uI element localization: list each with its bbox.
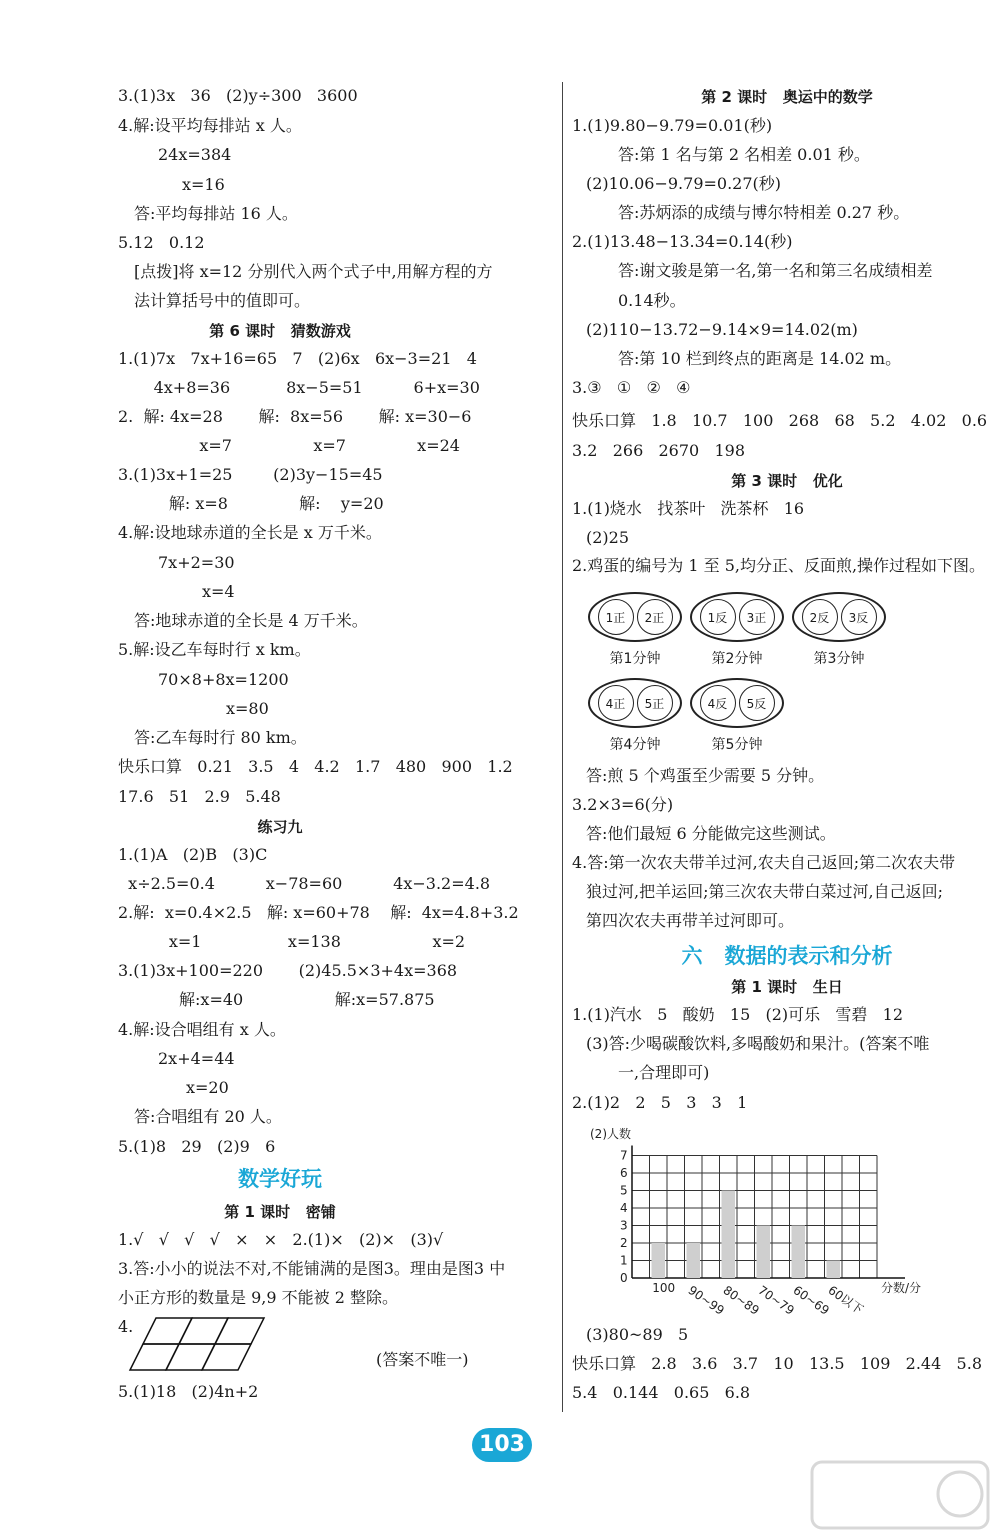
answer-line: 1.(1)汽水 5 酸奶 15 (2)可乐 雪碧 12 xyxy=(572,1005,904,1024)
answer-line: 法计算括号中的值即可。 xyxy=(134,291,311,310)
tessellation-figure xyxy=(126,1316,266,1374)
section-title: 六 数据的表示和分析 xyxy=(681,944,893,968)
answer-line: 4. xyxy=(118,1317,134,1336)
egg-caption: 第2分钟 xyxy=(711,651,763,667)
answer-line: 5.12 0.12 xyxy=(118,233,205,252)
answer-line: 答:地球赤道的全长是 4 万千米。 xyxy=(134,611,368,630)
column-divider xyxy=(562,82,563,1412)
answer-line: x=16 xyxy=(182,175,225,194)
answer-line: 5.(1)18 (2)4n+2 xyxy=(118,1382,259,1401)
watermark-logo xyxy=(810,1460,990,1530)
answer-line: x=4 xyxy=(202,582,235,601)
x-tick-label: 60以下 xyxy=(825,1282,866,1317)
egg-circle: 5反 xyxy=(739,685,775,721)
answer-line: 5.4 0.144 0.65 6.8 xyxy=(572,1383,751,1402)
answer-line: x=7 x=7 x=24 xyxy=(118,436,460,455)
egg-pan-step xyxy=(690,592,784,668)
answer-line: 4.答:第一次农夫带羊过河,农夫自己返回;第二次农夫带 xyxy=(572,853,956,872)
answer-line: (2)25 xyxy=(586,528,630,547)
answer-line: 5.(1)8 29 (2)9 6 xyxy=(118,1137,276,1156)
egg-circle: 2反 xyxy=(802,599,838,635)
answer-line: 7x+2=30 xyxy=(158,553,235,572)
answer-line: 1.(1)7x 7x+16=65 7 (2)6x 6x−3=21 4 xyxy=(118,349,477,368)
y-tick-label: 7 xyxy=(620,1148,628,1163)
x-tick-label: 70~79 xyxy=(755,1282,797,1318)
lesson-heading: 第 1 课时 生日 xyxy=(731,978,843,996)
lesson-heading: 第 2 课时 奥运中的数学 xyxy=(701,88,873,106)
answer-line: 5.解:设乙车每时行 x km。 xyxy=(118,640,311,659)
lesson-heading: 第 3 课时 优化 xyxy=(731,472,843,490)
answer-line: 1.√ √ √ √ × × 2.(1)× (2)× (3)√ xyxy=(118,1230,444,1249)
answer-line: 1.(1)烧水 找茶叶 洗茶杯 16 xyxy=(572,499,805,518)
answer-line: 4.解:设合唱组有 x 人。 xyxy=(118,1020,286,1039)
egg-circle: 4正 xyxy=(598,685,634,721)
answer-line: 答:合唱组有 20 人。 xyxy=(134,1107,282,1126)
answer-line: 快乐口算 2.8 3.6 3.7 10 13.5 109 2.44 5.8 xyxy=(572,1354,982,1373)
x-axis-label: 分数/分 xyxy=(881,1281,922,1295)
y-axis-label: (2)人数 xyxy=(590,1127,631,1141)
answer-line: 第四次农夫再带羊过河即可。 xyxy=(586,911,795,930)
egg-circle: 2正 xyxy=(637,599,673,635)
answer-line: 解:x=40 解:x=57.875 xyxy=(118,990,435,1009)
x-tick-label: 80~89 xyxy=(720,1282,762,1318)
y-tick-label: 5 xyxy=(620,1183,628,1198)
pan-oval xyxy=(690,592,784,642)
answer-line: 2.鸡蛋的编号为 1 至 5,均分正、反面煎,操作过程如下图。 xyxy=(572,556,986,575)
answer-line: 24x=384 xyxy=(158,145,232,164)
answer-line: 3.2×3=6(分) xyxy=(572,795,674,814)
lesson-heading: 第 1 课时 密铺 xyxy=(224,1203,336,1221)
answer-line: 3.(1)3x 36 (2)y÷300 3600 xyxy=(118,86,358,105)
answer-line: 3.2 266 2670 198 xyxy=(572,441,746,460)
answer-line: 答:煎 5 个鸡蛋至少需要 5 分钟。 xyxy=(586,766,825,785)
answer-line: x÷2.5=0.4 x−78=60 4x−3.2=4.8 xyxy=(118,874,491,893)
answer-line: 2.解: x=0.4×2.5 解: x=60+78 解: 4x=4.8+3.2 xyxy=(118,903,519,922)
answer-line: 3.(1)3x+1=25 (2)3y−15=45 xyxy=(118,465,383,484)
pan-oval xyxy=(792,592,886,642)
answer-line: 2.(1)13.48−13.34=0.14(秒) xyxy=(572,232,793,251)
egg-pan-step xyxy=(588,678,682,754)
bar xyxy=(652,1243,666,1278)
bar xyxy=(792,1226,806,1279)
egg-caption: 第5分钟 xyxy=(711,737,763,753)
tile-parallelogram xyxy=(166,1344,215,1370)
answer-line: 一,合理即可) xyxy=(618,1063,710,1082)
answer-line: 17.6 51 2.9 5.48 xyxy=(118,787,281,806)
section-title: 数学好玩 xyxy=(238,1167,322,1191)
answer-line: 快乐口算 1.8 10.7 100 268 68 5.2 4.02 0.6 xyxy=(572,411,988,430)
page-number: 103 xyxy=(472,1428,532,1462)
answer-line: 答:第 10 栏到终点的距离是 14.02 m。 xyxy=(618,349,902,368)
answer-line: 小正方形的数量是 9,9 不能被 2 整除。 xyxy=(118,1288,398,1307)
egg-circle: 3反 xyxy=(841,599,877,635)
answer-line: 3.答:小小的说法不对,不能铺满的是图3。理由是图3 中 xyxy=(118,1259,506,1278)
x-tick-label: 100 xyxy=(652,1281,676,1295)
answer-line: 答:谢文骏是第一名,第一名和第三名成绩相差 xyxy=(618,261,933,280)
answer-line: 狼过河,把羊运回;第三次农夫带白菜过河,自己返回; xyxy=(586,882,943,901)
answer-line: [点拨]将 x=12 分别代入两个式子中,用解方程的方 xyxy=(134,262,493,281)
answer-line: 答:他们最短 6 分能做完这些测试。 xyxy=(586,824,836,843)
answer-line: 2. 解: 4x=28 解: 8x=56 解: x=30−6 xyxy=(118,407,472,426)
answer-line: 4.解:设平均每排站 x 人。 xyxy=(118,116,302,135)
lesson-heading: 第 6 课时 猜数游戏 xyxy=(209,322,351,340)
egg-circle: 1正 xyxy=(598,599,634,635)
y-tick-label: 0 xyxy=(620,1271,628,1285)
egg-pan-step xyxy=(792,592,886,668)
egg-caption: 第3分钟 xyxy=(813,651,865,667)
answer-line: 4.解:设地球赤道的全长是 x 万千米。 xyxy=(118,523,382,542)
answer-line: x=1 x=138 x=2 xyxy=(118,932,466,951)
answer-line: 答:平均每排站 16 人。 xyxy=(134,204,298,223)
answer-line: (2)10.06−9.79=0.27(秒) xyxy=(586,174,782,193)
answer-line: 0.14秒。 xyxy=(618,291,686,310)
bar xyxy=(687,1243,701,1278)
answer-line: 答:第 1 名与第 2 名相差 0.01 秒。 xyxy=(618,145,870,164)
egg-pan-step xyxy=(690,678,784,754)
answer-line: 答:乙车每时行 80 km。 xyxy=(134,728,307,747)
pan-oval xyxy=(690,678,784,728)
tile-parallelogram xyxy=(179,1318,228,1344)
pan-oval xyxy=(588,678,682,728)
bar xyxy=(757,1226,771,1279)
egg-circle: 4反 xyxy=(700,685,736,721)
answer-line: x=80 xyxy=(226,699,269,718)
bar xyxy=(722,1191,736,1279)
answer-line: x=20 xyxy=(186,1078,229,1097)
answer-line: 3.(1)3x+100=220 (2)45.5×3+4x=368 xyxy=(118,961,458,980)
tile-parallelogram xyxy=(130,1344,179,1370)
answer-line: (2)110−13.72−9.14×9=14.02(m) xyxy=(586,320,858,339)
x-tick-label: 90~99 xyxy=(685,1282,727,1318)
egg-pan-step xyxy=(588,592,682,668)
x-tick-label: 60~69 xyxy=(790,1282,832,1318)
egg-caption: 第4分钟 xyxy=(609,737,661,753)
answer-line: 1.(1)9.80−9.79=0.01(秒) xyxy=(572,116,773,135)
answer-line: 2x+4=44 xyxy=(158,1049,235,1068)
y-tick-label: 4 xyxy=(620,1201,628,1215)
bar xyxy=(827,1261,841,1279)
answer-line: 答:苏炳添的成绩与博尔特相差 0.27 秒。 xyxy=(618,203,910,222)
lesson-heading: 练习九 xyxy=(257,818,303,836)
egg-circle: 3正 xyxy=(739,599,775,635)
answer-line: (3)80~89 5 xyxy=(586,1325,689,1344)
score-bar-chart xyxy=(588,1118,948,1328)
answer-line: 3.③ ① ② ④ xyxy=(572,378,691,397)
egg-caption: 第1分钟 xyxy=(609,651,661,667)
tile-parallelogram xyxy=(143,1318,192,1344)
y-tick-label: 6 xyxy=(620,1166,628,1180)
pan-oval xyxy=(588,592,682,642)
egg-circle: 1反 xyxy=(700,599,736,635)
answer-line: 70×8+8x=1200 xyxy=(158,670,289,689)
answer-line: 2.(1)2 2 5 3 3 1 xyxy=(572,1093,748,1112)
y-tick-label: 3 xyxy=(620,1218,628,1233)
answer-line: (答案不唯一) xyxy=(376,1350,469,1369)
y-tick-label: 2 xyxy=(620,1236,628,1250)
answer-line: (3)答:少喝碳酸饮料,多喝酸奶和果汁。(答案不唯 xyxy=(586,1034,930,1053)
answer-line: 1.(1)A (2)B (3)C xyxy=(118,845,268,864)
tile-parallelogram xyxy=(202,1344,251,1370)
answer-line: 快乐口算 0.21 3.5 4 4.2 1.7 480 900 1.2 xyxy=(118,757,513,776)
egg-circle: 5正 xyxy=(637,685,673,721)
answer-line: 解: x=8 解: y=20 xyxy=(118,494,384,513)
tile-parallelogram xyxy=(215,1318,264,1344)
y-tick-label: 1 xyxy=(620,1253,628,1268)
answer-line: 4x+8=36 8x−5=51 6+x=30 xyxy=(118,378,480,397)
